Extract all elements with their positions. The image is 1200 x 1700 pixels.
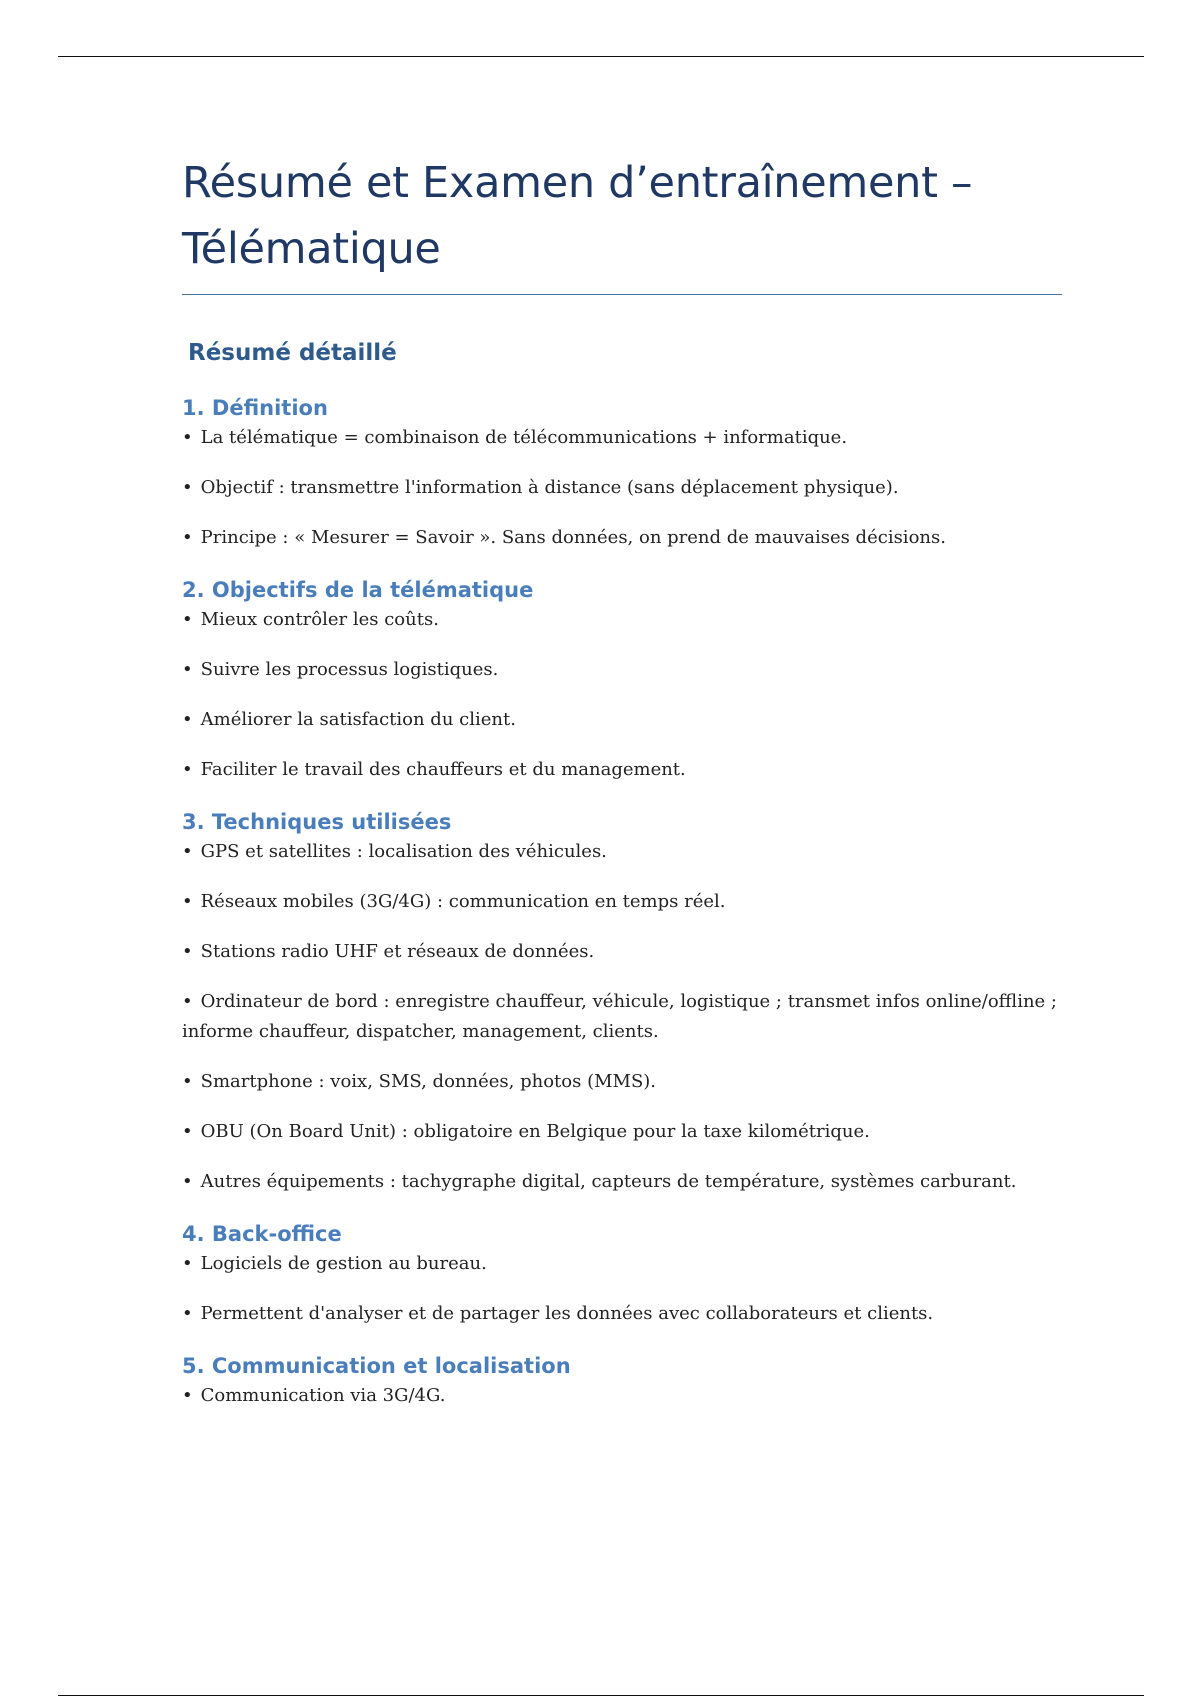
bullet-icon: • (182, 477, 193, 498)
bullet-icon: • (182, 841, 193, 862)
list-item: • Stations radio UHF et réseaux de données. (182, 941, 595, 962)
bullet-icon: • (182, 891, 193, 912)
bullet-icon: • (182, 1253, 193, 1274)
document-title: Résumé et Examen d’entraînement – Télématique (182, 150, 1062, 295)
bullet-icon: • (182, 1121, 193, 1142)
top-rule (58, 56, 1144, 57)
bullet-icon: • (182, 427, 193, 448)
bullet-icon: • (182, 1385, 193, 1406)
list-item: • Améliorer la satisfaction du client. (182, 709, 516, 730)
section-communication (182, 1351, 1062, 1411)
list-item: • Principe : « Mesurer = Savoir ». Sans données, on prend de mauvaises décisions. (182, 527, 946, 548)
list-item: • GPS et satellites : localisation des véhicules. (182, 841, 607, 862)
list-item: • Faciliter le travail des chauffeurs et du management. (182, 759, 686, 780)
bullet-icon: • (182, 709, 193, 730)
section-heading: 1. Définition (182, 396, 328, 420)
bullet-icon: • (182, 759, 193, 780)
section-heading: 4. Back-office (182, 1222, 342, 1246)
document-body (182, 150, 1062, 1411)
section-heading: 5. Communication et localisation (182, 1354, 571, 1378)
section-definition (182, 393, 1062, 553)
list-item: • OBU (On Board Unit) : obligatoire en Belgique pour la taxe kilométrique. (182, 1121, 870, 1142)
bullet-icon: • (182, 1171, 193, 1192)
bullet-icon: • (182, 527, 193, 548)
list-item: • Objectif : transmettre l'information à distance (sans déplacement physique). (182, 477, 899, 498)
list-item: • Mieux contrôler les coûts. (182, 609, 439, 630)
section-heading: 2. Objectifs de la télématique (182, 578, 534, 602)
section-techniques (182, 807, 1062, 1197)
list-item: • Logiciels de gestion au bureau. (182, 1253, 487, 1274)
section-objectives (182, 575, 1062, 785)
summary-heading: Résumé détaillé (188, 340, 397, 366)
bullet-icon: • (182, 609, 193, 630)
list-item: • Suivre les processus logistiques. (182, 659, 499, 680)
bullet-icon: • (182, 659, 193, 680)
list-item: • Permettent d'analyser et de partager les données avec collaborateurs et clients. (182, 1303, 934, 1324)
bullet-icon: • (182, 1303, 193, 1324)
section-back-office (182, 1219, 1062, 1329)
bullet-icon: • (182, 941, 193, 962)
list-item: • Autres équipements : tachygraphe digital, capteurs de température, systèmes carburant. (182, 1171, 1017, 1192)
bullet-icon: • (182, 1071, 193, 1092)
section-heading: 3. Techniques utilisées (182, 810, 452, 834)
list-item: • Smartphone : voix, SMS, données, photos (MMS). (182, 1071, 657, 1092)
bullet-icon: • (182, 991, 193, 1012)
bottom-rule (58, 1695, 1144, 1696)
list-item: • Réseaux mobiles (3G/4G) : communication en temps réel. (182, 891, 726, 912)
list-item: • Communication via 3G/4G. (182, 1385, 446, 1406)
list-item: • Ordinateur de bord : enregistre chauffeur, véhicule, logistique ; transmet infos online/offline ; informe chauffeur, dispatcher, management, clients. (182, 991, 1057, 1042)
list-item: • La télématique = combinaison de télécommunications + informatique. (182, 427, 848, 448)
